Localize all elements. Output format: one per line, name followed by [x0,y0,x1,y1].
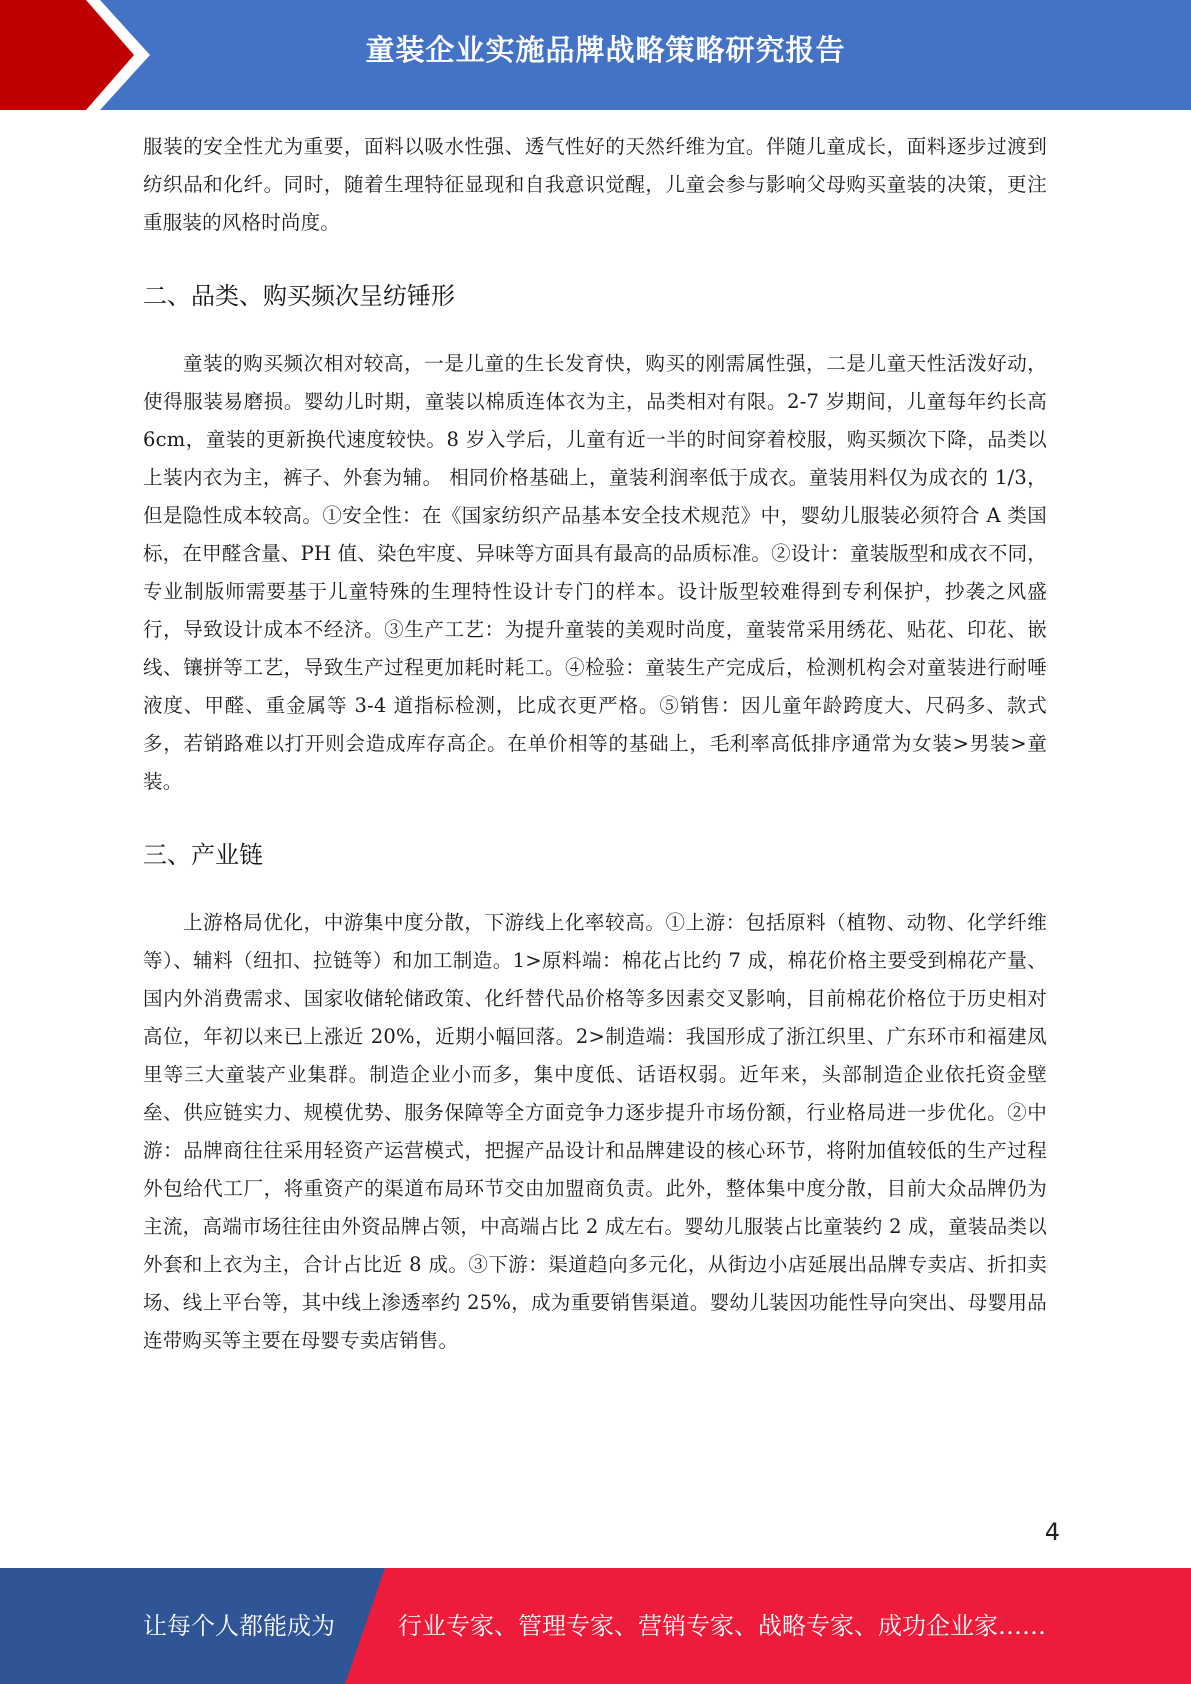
section-paragraph-category: 童装的购买频次相对较高，一是儿童的生长发育快，购买的刚需属性强，二是儿童天性活泼好动，使得服装易磨损。婴幼儿时期，童装以棉质连体衣为主，品类相对有限。2-7 岁期间，儿童每年约长高 6cm，童装的更新换代速度较快。8 岁入学后，儿童有近一半的时间穿着校服，购买频次下降，品类以上装内衣为主，裤子、外套为辅。 相同价格基础上，童装利润率低于成衣。童装用料仅为成衣的 1/3，但是隐性成本较高。①安全性：在《国家纺织产品基本安全技术规范》中，婴幼儿服装必须符合 A 类国标，在甲醛含量、PH 值、染色牢度、异味等方面具有最高的品质标准。②设计：童装版型和成衣不同，专业制版师需要基于儿童特殊的生理特性设计专门的样本。设计版型较难得到专利保护，抄袭之风盛行，导致设计成本不经济。③生产工艺：为提升童装的美观时尚度，童装常采用绣花、贴花、印花、嵌线、镶拼等工艺，导致生产过程更加耗时耗工。④检验：童装生产完成后，检测机构会对童装进行耐唾液度、甲醛、重金属等 3-4 道指标检测，比成衣更严格。⑤销售：因儿童年龄跨度大、尺码多、款式多，若销路难以打开则会造成库存高企。在单价相等的基础上，毛利率高低排序通常为女装>男装>童装。 [143,352,1047,793]
document-body [143,128,1047,1360]
intro-paragraph: 服装的安全性尤为重要，面料以吸水性强、透气性好的天然纤维为宜。伴随儿童成长，面料逐步过渡到纺织品和化纤。同时，随着生理特征显现和自我意识觉醒，儿童会参与影响父母购买童装的决策，更注重服装的风格时尚度。 [143,135,1047,234]
report-title: 童装企业实施品牌战略策略研究报告 [365,33,846,67]
footer-slogan-left: 让每个人都能成为 [143,1612,335,1640]
page-header [0,0,1191,110]
section-heading-category: 二、品类、购买频次呈纺锤形 [143,282,455,310]
section-paragraph-industry-chain: 上游格局优化，中游集中度分散，下游线上化率较高。①上游：包括原料（植物、动物、化学纤维等）、辅料（纽扣、拉链等）和加工制造。1>原料端：棉花占比约 7 成，棉花价格主要受到棉花产量、国内外消费需求、国家收储轮储政策、化纤替代品价格等多因素交叉影响，目前棉花价格位于历史相对高位，年初以来已上涨近 20%，近期小幅回落。2>制造端：我国形成了浙江织里、广东环市和福建凤里等三大童装产业集群。制造企业小而多，集中度低、话语权弱。近年来，头部制造企业依托资金壁垒、供应链实力、规模优势、服务保障等全方面竞争力逐步提升市场份额，行业格局进一步优化。②中游：品牌商往往采用轻资产运营模式，把握产品设计和品牌建设的核心环节，将附加值较低的生产过程外包给代工厂，将重资产的渠道布局环节交由加盟商负责。此外，整体集中度分散，目前大众品牌仍为主流，高端市场往往由外资品牌占领，中高端占比 2 成左右。婴幼儿服装占比童装约 2 成，童装品类以外套和上衣为主，合计占比近 8 成。③下游：渠道趋向多元化，从街边小店延展出品牌专卖店、折扣卖场、线上平台等，其中线上渗透率约 25%，成为重要销售渠道。婴幼儿装因功能性导向突出、母婴用品连带购买等主要在母婴专卖店销售。 [143,911,1047,1352]
section-heading-industry-chain: 三、产业链 [143,841,263,869]
footer-slogan-right: 行业专家、管理专家、营销专家、战略专家、成功企业家…… [398,1612,1046,1640]
page-number: 4 [1044,1518,1060,1546]
page-footer [0,1568,1191,1684]
